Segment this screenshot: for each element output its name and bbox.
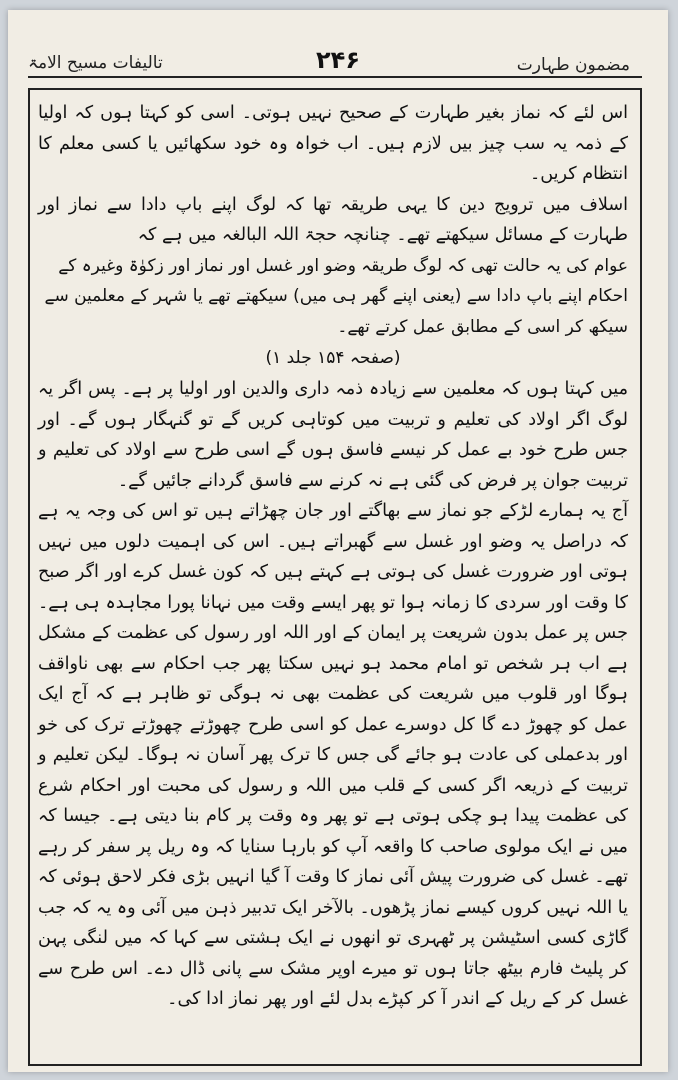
page-body — [38, 98, 628, 1015]
quote-reference: (صفحہ ۱۵۴ جلد ۱) — [265, 348, 401, 368]
book-title: تالیفات مسیح الامۃ — [28, 53, 163, 73]
paragraph-4: آج یہ ہمارے لڑکے جو نماز سے بھاگتے اور جان چھڑاتے ہیں تو اس کی وجہ یہ ہے کہ دراصل یہ وضو اور غسل سے گھبراتے ہیں۔ اس کی اہمیت دلوں میں نہیں ہوتی اور ضرورت غسل کی ہوتی ہے کہتے ہیں کہ کون غسل کرے اور اگر صبح کا وقت اور سردی کا زمانہ ہوا تو پھر ایسے وقت میں نہانا پورا مجاہدہ ہی ہے۔ جس پر عمل بدون شریعت پر ایمان کے اور اللہ اور رسول کی عظمت کے مشکل ہے اب ہر شخص تو امام محمد ہو نہیں سکتا پھر جب احکام سے بھی ناواقف ہوگا اور قلوب میں شریعت کی عظمت بھی نہ ہوگی تو ظاہر ہے کہ آج ایک عمل کو چھوڑ دے گا کل دوسرے عمل کو اسی طرح چھوڑتے چھوڑتے ترک کی خو اور بدعملی کی عادت ہو جائے گی جس کا ترک پھر آسان نہ ہوگا۔ لیکن تعلیم و تربیت کے ذریعہ اگر کسی کے قلب میں اللہ و رسول کی محبت اور احکام شرع کی عظمت پیدا ہو چکی ہوتی ہے تو پھر وہ وقت پر کام بنا دیتی ہے۔ جیسا کہ میں نے ایک مولوی صاحب کا واقعہ آپ کو بارہا سنایا کہ وہ ریل پر سفر کر رہے تھے۔ غسل کی ضرورت پیش آئی نماز کا وقت آ گیا انہیں بڑی فکر لاحق ہوئی کہ یا اللہ نہیں کروں کیسے نماز پڑھوں۔ بالآخر ایک تدبیر ذہن میں آئی وہ یہ کہ جب گاڑی کسی اسٹیشن پر ٹھہری تو انھوں نے ایک ہشتی سے کہا کہ میں لنگی پہن کر پلیٹ فارم بیٹھ جاتا ہوں تو میرے اوپر مشک سے پانی ڈال دے۔ اس طرح سے غسل کر کے ریل کے اندر آ کر کپڑے بدل لئے اور پھر نماز ادا کی۔ — [38, 501, 628, 1009]
chapter-title: مضمون طہارت — [516, 55, 630, 75]
book-page — [8, 10, 668, 1072]
paragraph-3: میں کہتا ہوں کہ معلمین سے زیادہ ذمہ داری والدین اور اولیا پر ہے۔ پس اگر یہ لوگ اگر اولاد کی تعلیم و تربیت میں کوتاہی کریں گے تو گنہگار ہوں گے۔ اور جس طرح خود بے عمل کر نیسے فاسق ہوں گے اسی طرح سے اولاد کی تعلیم و تربیت جوان پر فرض کی گئی ہے نہ کرنے سے فاسق گردانے جائیں گے۔ — [38, 379, 628, 491]
page-header — [8, 42, 668, 78]
paragraph-2: اسلاف میں ترویج دین کا یہی طریقہ تھا کہ لوگ اپنے باپ دادا سے نماز اور طہارت کے مسائل سیکھتے تھے۔ چنانچہ حجۃ اللہ البالغہ میں ہے کہ — [38, 194, 628, 245]
block-quote: عوام کی یہ حالت تھی کہ لوگ طریقہ وضو اور غسل اور نماز اور زکوٰۃ وغیرہ کے احکام اپنے باپ دادا سے (یعنی اپنے گھر ہی میں) سیکھتے تھے یا شہر کے معلمین سے سیکھ کر اسی کے مطابق عمل کرتے تھے۔ — [44, 255, 628, 337]
header-rule — [28, 76, 642, 78]
page-number: ۲۴۶ — [316, 46, 360, 74]
paragraph-1: اس لئے کہ نماز بغیر طہارت کے صحیح نہیں ہوتی۔ اسی کو کہتا ہوں کہ اولیا کے ذمہ یہ سب چیز بیں لازم ہیں۔ اب خواہ وہ خود سکھائیں یا کسی معلم کا انتظام کریں۔ — [38, 103, 628, 184]
